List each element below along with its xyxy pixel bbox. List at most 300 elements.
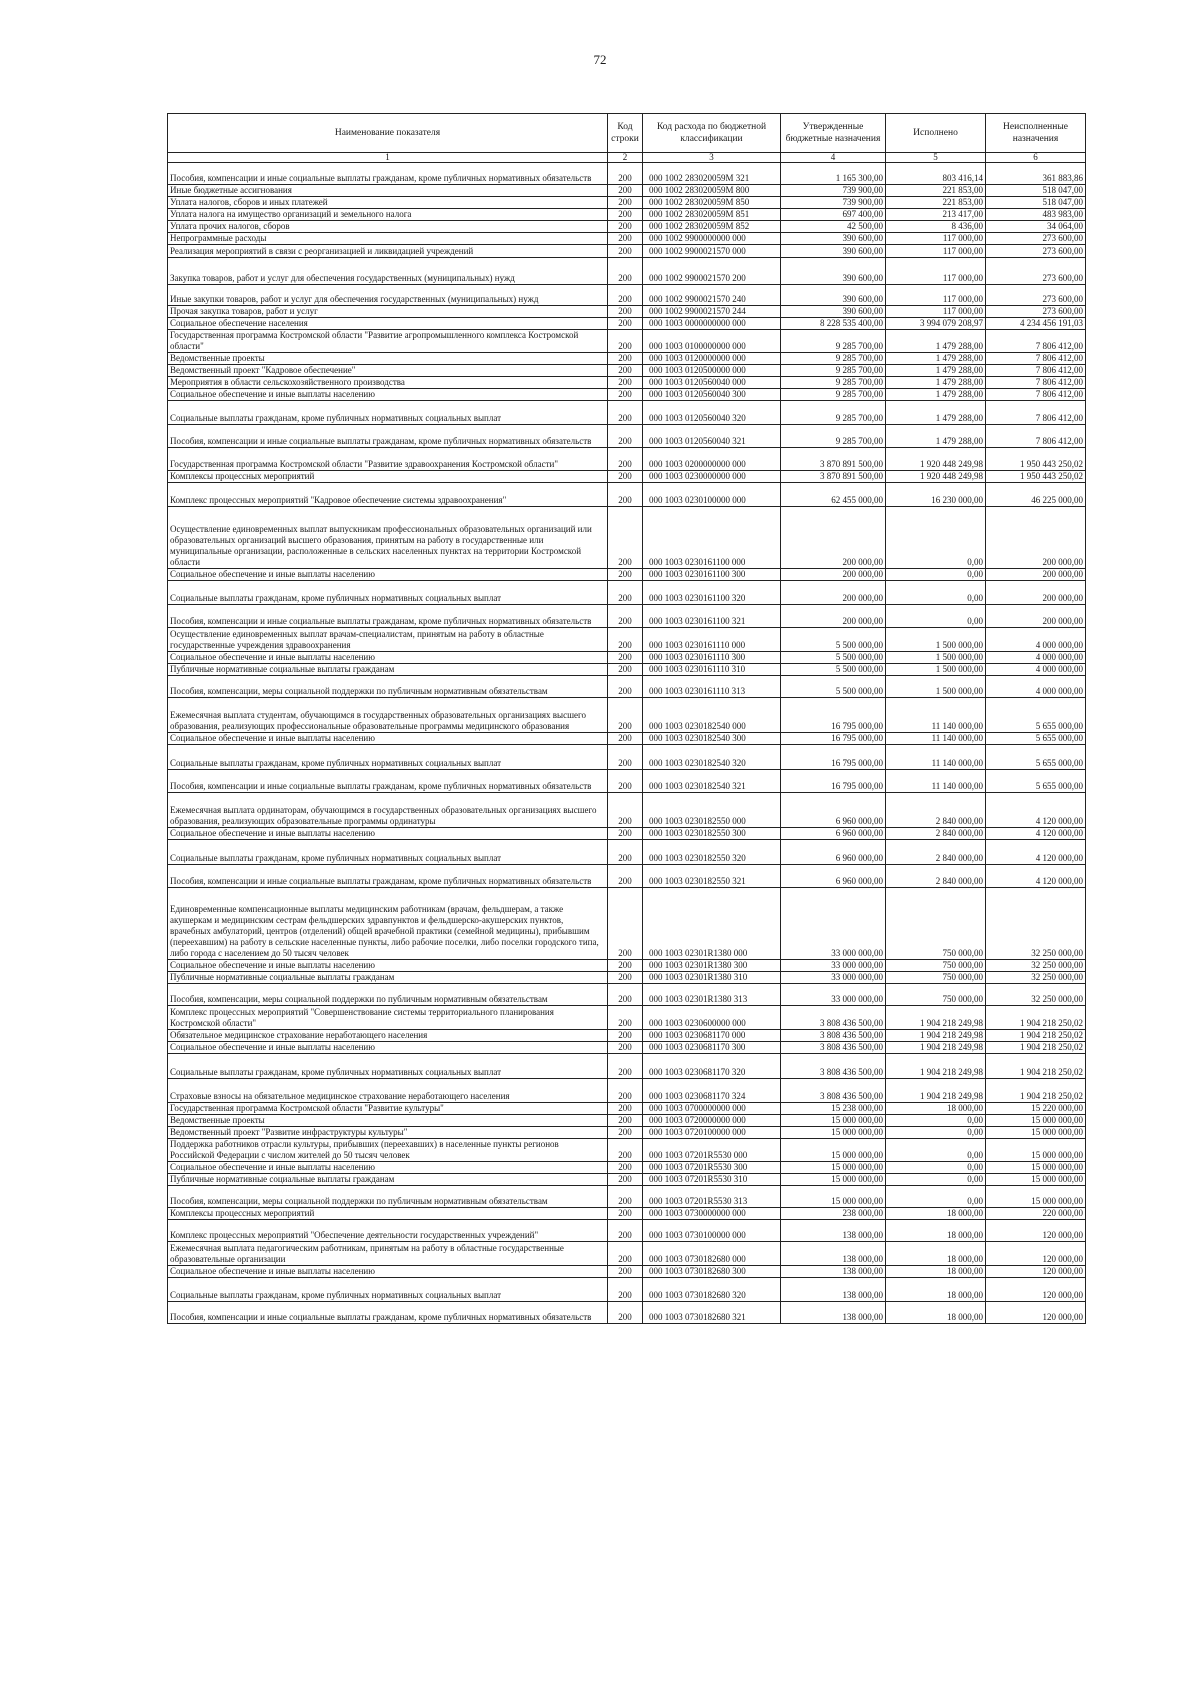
row-indicator-name: Уплата прочих налогов, сборов — [168, 221, 608, 233]
row-unexecuted: 15 000 000,00 — [986, 1174, 1086, 1186]
row-unexecuted: 1 950 443 250,02 — [986, 471, 1086, 483]
row-indicator-name: Иные бюджетные ассигнования — [168, 185, 608, 197]
row-indicator-name: Социальные выплаты гражданам, кроме публичных нормативных социальных выплат — [168, 581, 608, 605]
row-indicator-name: Осуществление единовременных выплат врачам-специалистам, принятым на работу в областные государственные учреждения здравоохранения — [168, 628, 608, 652]
table-row — [168, 676, 1086, 698]
row-indicator-name: Социальные выплаты гражданам, кроме публичных нормативных социальных выплат — [168, 840, 608, 865]
header-line-code: Код строки — [608, 114, 643, 153]
row-line-code: 200 — [608, 401, 643, 425]
row-indicator-name: Единовременные компенсационные выплаты медицинским работникам (врачам, фельдшерам, а также акушеркам и медицинским сестрам фельдшерских здравпунктов и фельдшерско-акушерских пунктов, врачебных амбулаторий, центров (отделений) общей врачебной практики (семейной медицины), прибывшим (переехавшим) на работу в сельские населенные пункты, либо рабочие поселки, либо поселки городского типа, либо города с населением до 50 тысяч человек — [168, 888, 608, 960]
table-row — [168, 318, 1086, 330]
row-approved: 6 960 000,00 — [781, 793, 886, 828]
row-executed: 1 920 448 249,98 — [886, 448, 986, 471]
table-row — [168, 1079, 1086, 1103]
header-executed: Исполнено — [886, 114, 986, 153]
table-row — [168, 569, 1086, 581]
table-row — [168, 353, 1086, 365]
row-indicator-name: Пособия, компенсации, меры социальной поддержки по публичным нормативным обязательствам — [168, 676, 608, 698]
row-executed: 3 994 079 208,97 — [886, 318, 986, 330]
row-approved: 15 000 000,00 — [781, 1115, 886, 1127]
row-classification-code: 000 1003 07201R5530 313 — [643, 1186, 781, 1208]
row-indicator-name: Реализация мероприятий в связи с реорганизацией и ликвидацией учреждений — [168, 245, 608, 258]
header-number: 4 — [781, 153, 886, 163]
row-executed: 803 416,14 — [886, 163, 986, 185]
row-classification-code: 000 1003 0120500000 000 — [643, 365, 781, 377]
row-indicator-name: Социальные выплаты гражданам, кроме публичных нормативных социальных выплат — [168, 745, 608, 770]
row-indicator-name: Ведомственные проекты — [168, 353, 608, 365]
row-unexecuted: 120 000,00 — [986, 1242, 1086, 1266]
row-classification-code: 000 1003 0230681170 324 — [643, 1079, 781, 1103]
row-classification-code: 000 1003 0230161110 000 — [643, 628, 781, 652]
row-executed: 0,00 — [886, 507, 986, 569]
row-indicator-name: Ежемесячная выплата студентам, обучающимся в государственных образовательных организациях высшего образования, реализующих профессиональные образовательные программы медицинского образования — [168, 698, 608, 733]
table-row — [168, 698, 1086, 733]
row-unexecuted: 4 120 000,00 — [986, 865, 1086, 888]
row-line-code: 200 — [608, 745, 643, 770]
row-classification-code: 000 1003 02301R1380 313 — [643, 984, 781, 1006]
row-executed: 1 500 000,00 — [886, 652, 986, 664]
row-unexecuted: 7 806 412,00 — [986, 389, 1086, 401]
row-approved: 9 285 700,00 — [781, 389, 886, 401]
row-unexecuted: 4 000 000,00 — [986, 628, 1086, 652]
table-row — [168, 258, 1086, 285]
row-line-code: 200 — [608, 581, 643, 605]
row-unexecuted: 32 250 000,00 — [986, 972, 1086, 984]
row-unexecuted: 4 120 000,00 — [986, 828, 1086, 840]
header-number: 2 — [608, 153, 643, 163]
row-executed: 0,00 — [886, 581, 986, 605]
row-unexecuted: 120 000,00 — [986, 1278, 1086, 1302]
row-executed: 1 904 218 249,98 — [886, 1042, 986, 1054]
row-line-code: 200 — [608, 330, 643, 353]
row-approved: 9 285 700,00 — [781, 330, 886, 353]
table-row — [168, 425, 1086, 448]
row-executed: 1 500 000,00 — [886, 664, 986, 676]
row-executed: 8 436,00 — [886, 221, 986, 233]
row-classification-code: 000 1003 0120000000 000 — [643, 353, 781, 365]
row-executed: 11 140 000,00 — [886, 770, 986, 793]
table-row — [168, 221, 1086, 233]
row-approved: 3 808 436 500,00 — [781, 1030, 886, 1042]
row-line-code: 200 — [608, 770, 643, 793]
table-row — [168, 1242, 1086, 1266]
row-classification-code: 000 1002 283020059М 850 — [643, 197, 781, 209]
row-classification-code: 000 1003 0230182540 320 — [643, 745, 781, 770]
row-unexecuted: 32 250 000,00 — [986, 888, 1086, 960]
row-unexecuted: 200 000,00 — [986, 581, 1086, 605]
row-indicator-name: Социальное обеспечение и иные выплаты населению — [168, 1042, 608, 1054]
row-line-code: 200 — [608, 1030, 643, 1042]
row-line-code: 200 — [608, 605, 643, 628]
row-indicator-name: Осуществление единовременных выплат выпускникам профессиональных образовательных организаций или образовательных организаций высшего образования, принятым на работу в государственные или муниципальные организации, расположенные в сельских населенных пунктах на территории Костромской области — [168, 507, 608, 569]
row-executed: 1 479 288,00 — [886, 377, 986, 389]
table-row — [168, 960, 1086, 972]
row-approved: 9 285 700,00 — [781, 401, 886, 425]
table-row — [168, 377, 1086, 389]
row-approved: 238 000,00 — [781, 1208, 886, 1220]
table-row — [168, 389, 1086, 401]
row-line-code: 200 — [608, 1079, 643, 1103]
row-approved: 16 795 000,00 — [781, 733, 886, 745]
row-unexecuted: 15 000 000,00 — [986, 1139, 1086, 1162]
row-unexecuted: 518 047,00 — [986, 197, 1086, 209]
table-row — [168, 1042, 1086, 1054]
row-classification-code: 000 1003 0230161100 000 — [643, 507, 781, 569]
row-unexecuted: 273 600,00 — [986, 306, 1086, 318]
row-line-code: 200 — [608, 1278, 643, 1302]
row-approved: 15 000 000,00 — [781, 1127, 886, 1139]
table-row — [168, 1208, 1086, 1220]
table-row — [168, 865, 1086, 888]
row-classification-code: 000 1003 0730182680 300 — [643, 1266, 781, 1278]
row-classification-code: 000 1002 9900021570 240 — [643, 285, 781, 306]
row-executed: 11 140 000,00 — [886, 733, 986, 745]
row-indicator-name: Пособия, компенсации и иные социальные выплаты гражданам, кроме публичных нормативных обязательств — [168, 425, 608, 448]
row-line-code: 200 — [608, 1174, 643, 1186]
row-approved: 390 600,00 — [781, 306, 886, 318]
row-indicator-name: Социальное обеспечение и иные выплаты населению — [168, 733, 608, 745]
row-classification-code: 000 1003 0230000000 000 — [643, 471, 781, 483]
row-indicator-name: Социальное обеспечение и иные выплаты населению — [168, 828, 608, 840]
row-executed: 1 479 288,00 — [886, 425, 986, 448]
row-line-code: 200 — [608, 1139, 643, 1162]
row-approved: 15 000 000,00 — [781, 1139, 886, 1162]
row-line-code: 200 — [608, 306, 643, 318]
row-line-code: 200 — [608, 233, 643, 245]
row-unexecuted: 518 047,00 — [986, 185, 1086, 197]
row-executed: 2 840 000,00 — [886, 793, 986, 828]
row-executed: 221 853,00 — [886, 197, 986, 209]
row-classification-code: 000 1003 02301R1380 310 — [643, 972, 781, 984]
row-unexecuted: 7 806 412,00 — [986, 365, 1086, 377]
row-approved: 9 285 700,00 — [781, 353, 886, 365]
row-indicator-name: Государственная программа Костромской области "Развитие культуры" — [168, 1103, 608, 1115]
row-executed: 0,00 — [886, 1162, 986, 1174]
row-approved: 390 600,00 — [781, 233, 886, 245]
row-executed: 117 000,00 — [886, 233, 986, 245]
row-executed: 0,00 — [886, 1115, 986, 1127]
row-classification-code: 000 1003 0230182550 320 — [643, 840, 781, 865]
row-approved: 3 808 436 500,00 — [781, 1042, 886, 1054]
row-executed: 117 000,00 — [886, 306, 986, 318]
row-classification-code: 000 1003 0230161100 321 — [643, 605, 781, 628]
row-executed: 0,00 — [886, 1127, 986, 1139]
row-unexecuted: 1 904 218 250,02 — [986, 1006, 1086, 1030]
header-indicator-name: Наименование показателя — [168, 114, 608, 153]
header-number: 5 — [886, 153, 986, 163]
row-line-code: 200 — [608, 664, 643, 676]
row-unexecuted: 15 000 000,00 — [986, 1115, 1086, 1127]
row-line-code: 200 — [608, 258, 643, 285]
row-executed: 2 840 000,00 — [886, 865, 986, 888]
row-approved: 697 400,00 — [781, 209, 886, 221]
row-approved: 1 165 300,00 — [781, 163, 886, 185]
row-executed: 1 479 288,00 — [886, 401, 986, 425]
row-unexecuted: 5 655 000,00 — [986, 770, 1086, 793]
row-indicator-name: Пособия, компенсации, меры социальной поддержки по публичным нормативным обязательствам — [168, 984, 608, 1006]
row-classification-code: 000 1003 0000000000 000 — [643, 318, 781, 330]
row-line-code: 200 — [608, 221, 643, 233]
row-approved: 15 000 000,00 — [781, 1186, 886, 1208]
row-approved: 5 500 000,00 — [781, 628, 886, 652]
row-executed: 117 000,00 — [886, 285, 986, 306]
row-classification-code: 000 1003 0230161110 300 — [643, 652, 781, 664]
row-executed: 1 500 000,00 — [886, 676, 986, 698]
row-classification-code: 000 1003 0120560040 000 — [643, 377, 781, 389]
row-approved: 138 000,00 — [781, 1220, 886, 1242]
row-executed: 1 479 288,00 — [886, 389, 986, 401]
row-executed: 11 140 000,00 — [886, 745, 986, 770]
row-classification-code: 000 1003 07201R5530 310 — [643, 1174, 781, 1186]
row-indicator-name: Пособия, компенсации и иные социальные выплаты гражданам, кроме публичных нормативных обязательств — [168, 865, 608, 888]
row-line-code: 200 — [608, 1242, 643, 1266]
row-unexecuted: 273 600,00 — [986, 245, 1086, 258]
row-line-code: 200 — [608, 793, 643, 828]
row-line-code: 200 — [608, 318, 643, 330]
row-line-code: 200 — [608, 245, 643, 258]
row-executed: 18 000,00 — [886, 1302, 986, 1324]
row-line-code: 200 — [608, 1220, 643, 1242]
row-unexecuted: 7 806 412,00 — [986, 330, 1086, 353]
row-classification-code: 000 1003 0230182540 321 — [643, 770, 781, 793]
row-line-code: 200 — [608, 1103, 643, 1115]
table-row — [168, 1127, 1086, 1139]
table-row — [168, 1103, 1086, 1115]
table-row — [168, 1220, 1086, 1242]
row-classification-code: 000 1003 0120560040 321 — [643, 425, 781, 448]
row-classification-code: 000 1002 9900021570 200 — [643, 258, 781, 285]
table-row — [168, 285, 1086, 306]
row-executed: 18 000,00 — [886, 1278, 986, 1302]
row-classification-code: 000 1003 0720100000 000 — [643, 1127, 781, 1139]
row-unexecuted: 120 000,00 — [986, 1220, 1086, 1242]
row-line-code: 200 — [608, 483, 643, 507]
table-row — [168, 401, 1086, 425]
table-row — [168, 1139, 1086, 1162]
header-number: 3 — [643, 153, 781, 163]
row-indicator-name: Непрограммные расходы — [168, 233, 608, 245]
row-line-code: 200 — [608, 353, 643, 365]
row-approved: 390 600,00 — [781, 258, 886, 285]
table-row — [168, 1030, 1086, 1042]
row-approved: 3 808 436 500,00 — [781, 1079, 886, 1103]
row-line-code: 200 — [608, 828, 643, 840]
row-classification-code: 000 1002 9900000000 000 — [643, 233, 781, 245]
row-line-code: 200 — [608, 628, 643, 652]
row-indicator-name: Социальные выплаты гражданам, кроме публичных нормативных социальных выплат — [168, 1054, 608, 1079]
row-unexecuted: 120 000,00 — [986, 1266, 1086, 1278]
row-approved: 200 000,00 — [781, 581, 886, 605]
row-approved: 62 455 000,00 — [781, 483, 886, 507]
row-approved: 138 000,00 — [781, 1266, 886, 1278]
row-classification-code: 000 1003 0230161100 320 — [643, 581, 781, 605]
row-classification-code: 000 1003 0730182680 321 — [643, 1302, 781, 1324]
row-classification-code: 000 1003 0230182550 321 — [643, 865, 781, 888]
table-row — [168, 972, 1086, 984]
row-unexecuted: 15 000 000,00 — [986, 1127, 1086, 1139]
row-indicator-name: Поддержка работников отрасли культуры, прибывших (переехавших) в населенные пункты регионов Российской Федерации с числом жителей до 50 тысяч человек — [168, 1139, 608, 1162]
row-executed: 750 000,00 — [886, 984, 986, 1006]
row-executed: 2 840 000,00 — [886, 840, 986, 865]
row-unexecuted: 34 064,00 — [986, 221, 1086, 233]
row-executed: 18 000,00 — [886, 1266, 986, 1278]
row-approved: 5 500 000,00 — [781, 652, 886, 664]
row-classification-code: 000 1003 0230681170 000 — [643, 1030, 781, 1042]
header-number: 6 — [986, 153, 1086, 163]
row-unexecuted: 5 655 000,00 — [986, 733, 1086, 745]
row-line-code: 200 — [608, 163, 643, 185]
row-approved: 390 600,00 — [781, 285, 886, 306]
row-executed: 0,00 — [886, 1139, 986, 1162]
row-approved: 200 000,00 — [781, 569, 886, 581]
row-unexecuted: 273 600,00 — [986, 233, 1086, 245]
row-line-code: 200 — [608, 888, 643, 960]
row-unexecuted: 7 806 412,00 — [986, 353, 1086, 365]
row-classification-code: 000 1003 0720000000 000 — [643, 1115, 781, 1127]
row-classification-code: 000 1002 283020059М 321 — [643, 163, 781, 185]
row-line-code: 200 — [608, 960, 643, 972]
row-approved: 16 795 000,00 — [781, 698, 886, 733]
row-line-code: 200 — [608, 507, 643, 569]
row-unexecuted: 1 904 218 250,02 — [986, 1042, 1086, 1054]
row-indicator-name: Закупка товаров, работ и услуг для обеспечения государственных (муниципальных) нужд — [168, 258, 608, 285]
table-row — [168, 1006, 1086, 1030]
row-line-code: 200 — [608, 1162, 643, 1174]
table-row — [168, 1115, 1086, 1127]
row-indicator-name: Социальное обеспечение и иные выплаты населению — [168, 960, 608, 972]
row-line-code: 200 — [608, 865, 643, 888]
row-line-code: 200 — [608, 1006, 643, 1030]
row-indicator-name: Ведомственные проекты — [168, 1115, 608, 1127]
row-line-code: 200 — [608, 733, 643, 745]
row-executed: 1 500 000,00 — [886, 628, 986, 652]
row-classification-code: 000 1003 0730182680 320 — [643, 1278, 781, 1302]
row-indicator-name: Государственная программа Костромской области "Развитие агропромышленного комплекса Костромской области" — [168, 330, 608, 353]
table-row — [168, 1054, 1086, 1079]
table-row — [168, 745, 1086, 770]
row-line-code: 200 — [608, 698, 643, 733]
row-approved: 200 000,00 — [781, 507, 886, 569]
row-line-code: 200 — [608, 425, 643, 448]
row-indicator-name: Пособия, компенсации и иные социальные выплаты гражданам, кроме публичных нормативных обязательств — [168, 1302, 608, 1324]
row-classification-code: 000 1002 9900021570 000 — [643, 245, 781, 258]
table-row — [168, 733, 1086, 745]
row-approved: 9 285 700,00 — [781, 365, 886, 377]
table-row — [168, 1186, 1086, 1208]
row-indicator-name: Пособия, компенсации и иные социальные выплаты гражданам, кроме публичных нормативных обязательств — [168, 770, 608, 793]
row-indicator-name: Публичные нормативные социальные выплаты гражданам — [168, 664, 608, 676]
table-row — [168, 197, 1086, 209]
row-unexecuted: 361 883,86 — [986, 163, 1086, 185]
row-indicator-name: Ежемесячная выплата педагогическим работникам, принятым на работу в областные государственные образовательные организации — [168, 1242, 608, 1266]
row-executed: 2 840 000,00 — [886, 828, 986, 840]
table-body — [168, 163, 1086, 1324]
row-unexecuted: 46 225 000,00 — [986, 483, 1086, 507]
table-row — [168, 888, 1086, 960]
row-line-code: 200 — [608, 471, 643, 483]
row-approved: 15 000 000,00 — [781, 1162, 886, 1174]
row-executed: 0,00 — [886, 1174, 986, 1186]
row-executed: 16 230 000,00 — [886, 483, 986, 507]
header-classification-code: Код расхода по бюджетной классификации — [643, 114, 781, 153]
row-executed: 750 000,00 — [886, 960, 986, 972]
row-line-code: 200 — [608, 840, 643, 865]
row-classification-code: 000 1003 0230161110 310 — [643, 664, 781, 676]
row-classification-code: 000 1003 0230681170 320 — [643, 1054, 781, 1079]
row-approved: 9 285 700,00 — [781, 377, 886, 389]
row-line-code: 200 — [608, 1127, 643, 1139]
row-unexecuted: 4 000 000,00 — [986, 652, 1086, 664]
row-approved: 390 600,00 — [781, 245, 886, 258]
row-approved: 9 285 700,00 — [781, 425, 886, 448]
row-classification-code: 000 1002 283020059М 852 — [643, 221, 781, 233]
row-unexecuted: 4 000 000,00 — [986, 664, 1086, 676]
row-unexecuted: 4 120 000,00 — [986, 793, 1086, 828]
row-unexecuted: 32 250 000,00 — [986, 960, 1086, 972]
row-classification-code: 000 1002 283020059М 851 — [643, 209, 781, 221]
row-indicator-name: Публичные нормативные социальные выплаты гражданам — [168, 972, 608, 984]
row-executed: 750 000,00 — [886, 972, 986, 984]
row-executed: 0,00 — [886, 605, 986, 628]
row-approved: 33 000 000,00 — [781, 960, 886, 972]
header-number-row — [168, 153, 1086, 163]
table-row — [168, 233, 1086, 245]
table-row — [168, 984, 1086, 1006]
row-line-code: 200 — [608, 377, 643, 389]
row-indicator-name: Уплата налогов, сборов и иных платежей — [168, 197, 608, 209]
row-indicator-name: Комплекс процессных мероприятий "Кадровое обеспечение системы здравоохранения" — [168, 483, 608, 507]
row-indicator-name: Ведомственный проект "Развитие инфраструктуры культуры" — [168, 1127, 608, 1139]
row-classification-code: 000 1003 0730000000 000 — [643, 1208, 781, 1220]
table-row — [168, 209, 1086, 221]
row-indicator-name: Социальное обеспечение и иные выплаты населению — [168, 389, 608, 401]
row-executed: 1 479 288,00 — [886, 353, 986, 365]
row-classification-code: 000 1003 0230182540 300 — [643, 733, 781, 745]
row-executed: 1 479 288,00 — [886, 330, 986, 353]
row-unexecuted: 15 220 000,00 — [986, 1103, 1086, 1115]
row-indicator-name: Социальное обеспечение и иные выплаты населению — [168, 1266, 608, 1278]
row-approved: 42 500,00 — [781, 221, 886, 233]
row-line-code: 200 — [608, 1054, 643, 1079]
row-line-code: 200 — [608, 1302, 643, 1324]
row-unexecuted: 1 950 443 250,02 — [986, 448, 1086, 471]
row-approved: 15 238 000,00 — [781, 1103, 886, 1115]
table-row — [168, 448, 1086, 471]
row-approved: 33 000 000,00 — [781, 984, 886, 1006]
table-row — [168, 793, 1086, 828]
row-unexecuted: 7 806 412,00 — [986, 425, 1086, 448]
row-executed: 18 000,00 — [886, 1208, 986, 1220]
table-row — [168, 652, 1086, 664]
row-indicator-name: Комплексы процессных мероприятий — [168, 471, 608, 483]
row-approved: 138 000,00 — [781, 1302, 886, 1324]
row-executed: 0,00 — [886, 1186, 986, 1208]
row-line-code: 200 — [608, 365, 643, 377]
row-classification-code: 000 1003 0230182540 000 — [643, 698, 781, 733]
row-unexecuted: 120 000,00 — [986, 1302, 1086, 1324]
row-approved: 739 900,00 — [781, 197, 886, 209]
row-indicator-name: Пособия, компенсации, меры социальной поддержки по публичным нормативным обязательствам — [168, 1186, 608, 1208]
row-line-code: 200 — [608, 1115, 643, 1127]
row-unexecuted: 7 806 412,00 — [986, 377, 1086, 389]
row-classification-code: 000 1003 07201R5530 300 — [643, 1162, 781, 1174]
row-approved: 33 000 000,00 — [781, 888, 886, 960]
row-classification-code: 000 1003 0700000000 000 — [643, 1103, 781, 1115]
row-classification-code: 000 1003 0230161100 300 — [643, 569, 781, 581]
row-line-code: 200 — [608, 569, 643, 581]
row-executed: 213 417,00 — [886, 209, 986, 221]
row-approved: 33 000 000,00 — [781, 972, 886, 984]
